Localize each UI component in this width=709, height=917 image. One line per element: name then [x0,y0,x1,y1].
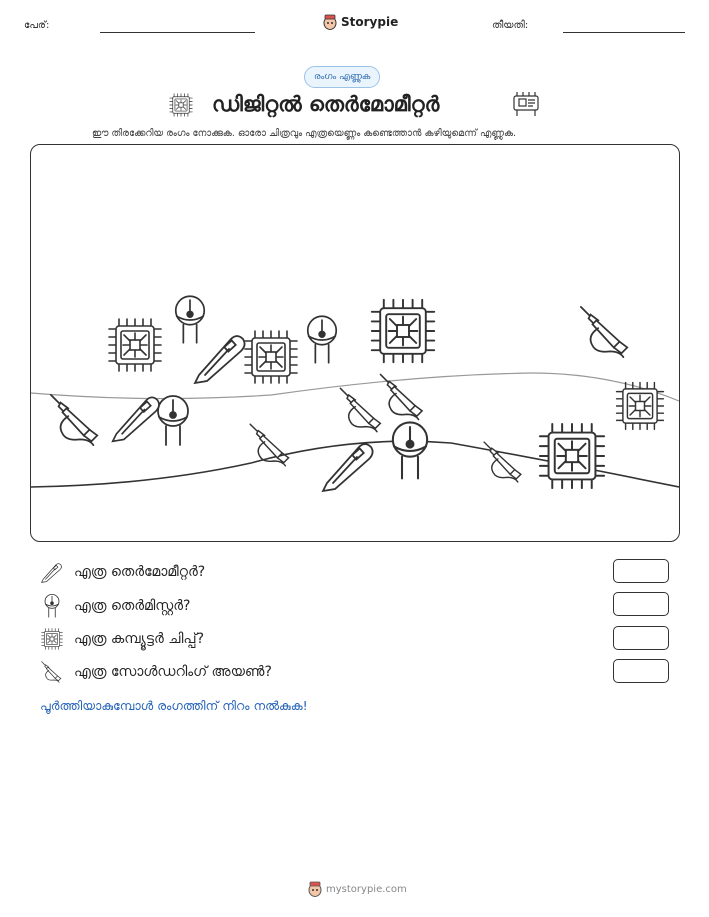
computer-chip-icon [168,92,194,118]
page-title: ഡിജിറ്റൽ തെർമോമീറ്റർ [212,92,440,116]
name-field[interactable] [100,32,255,33]
thermometer [113,397,159,441]
footer [308,881,407,897]
date-field[interactable] [563,32,685,33]
question-text: എത്ര തെർമോമീറ്റർ? [74,564,206,580]
soldering-iron [340,388,380,431]
footer-url[interactable]: mystorypie.com [326,883,407,895]
brand-logo [323,14,398,30]
scene-illustration [31,145,679,541]
computer-chip [109,319,161,371]
counting-scene [30,144,680,542]
brand-name: Storypie [341,15,399,29]
question-row [40,593,190,619]
question-row [40,627,204,651]
question-row [40,660,272,684]
soldering-iron [51,395,97,445]
question-text: എത്ര കമ്പ്യൂട്ടർ ചിപ്പ്? [74,631,205,647]
question-row [40,560,205,584]
computer-chip [617,383,664,430]
circuit-board-icon [511,90,541,118]
thermometer-icon [40,560,64,584]
thermistor [158,396,188,445]
soldering-iron [581,307,627,357]
question-text: എത്ര തെർമിസ്റ്റർ? [74,598,191,614]
answer-box-computer-chip[interactable] [613,626,669,650]
answer-box-thermistor[interactable] [613,592,669,616]
background-hill-line [31,373,679,401]
soldering-iron [250,424,288,466]
thermometer [323,444,373,491]
thermistor-icon [40,593,64,619]
storypie-mascot-icon [323,14,337,30]
thermometer [195,336,245,383]
thermistor [393,422,427,478]
activity-badge: രംഗം എണ്ണുക [304,66,380,88]
computer-chip [372,300,434,362]
name-label: പേര്: [24,20,50,31]
answer-box-soldering-iron[interactable] [613,659,669,683]
date-label: തീയതി: [492,20,529,31]
computer-chip [245,331,297,383]
soldering-iron-icon [40,660,64,684]
question-text: എത്ര സോൾഡറിംഗ് അയൺ? [74,664,272,680]
computer-chip [540,424,604,488]
thermistor [308,316,337,363]
storypie-mascot-icon [308,881,322,897]
soldering-iron [380,374,422,419]
soldering-iron [484,442,521,482]
coloring-prompt: പൂർത്തിയാകുമ്പോൾ രംഗത്തിന് നിറം നൽകുക! [40,698,308,713]
instructions: ഈ തിരക്കേറിയ രംഗം നോക്കുക. ഓരോ ചിത്രവും എത്രയെണ്ണം കണ്ടെത്താൻ കഴിയുമെന്ന് എണ്ണുക. [92,128,517,139]
thermistor [176,296,205,343]
computer-chip-icon [40,627,64,651]
answer-box-thermometer[interactable] [613,559,669,583]
